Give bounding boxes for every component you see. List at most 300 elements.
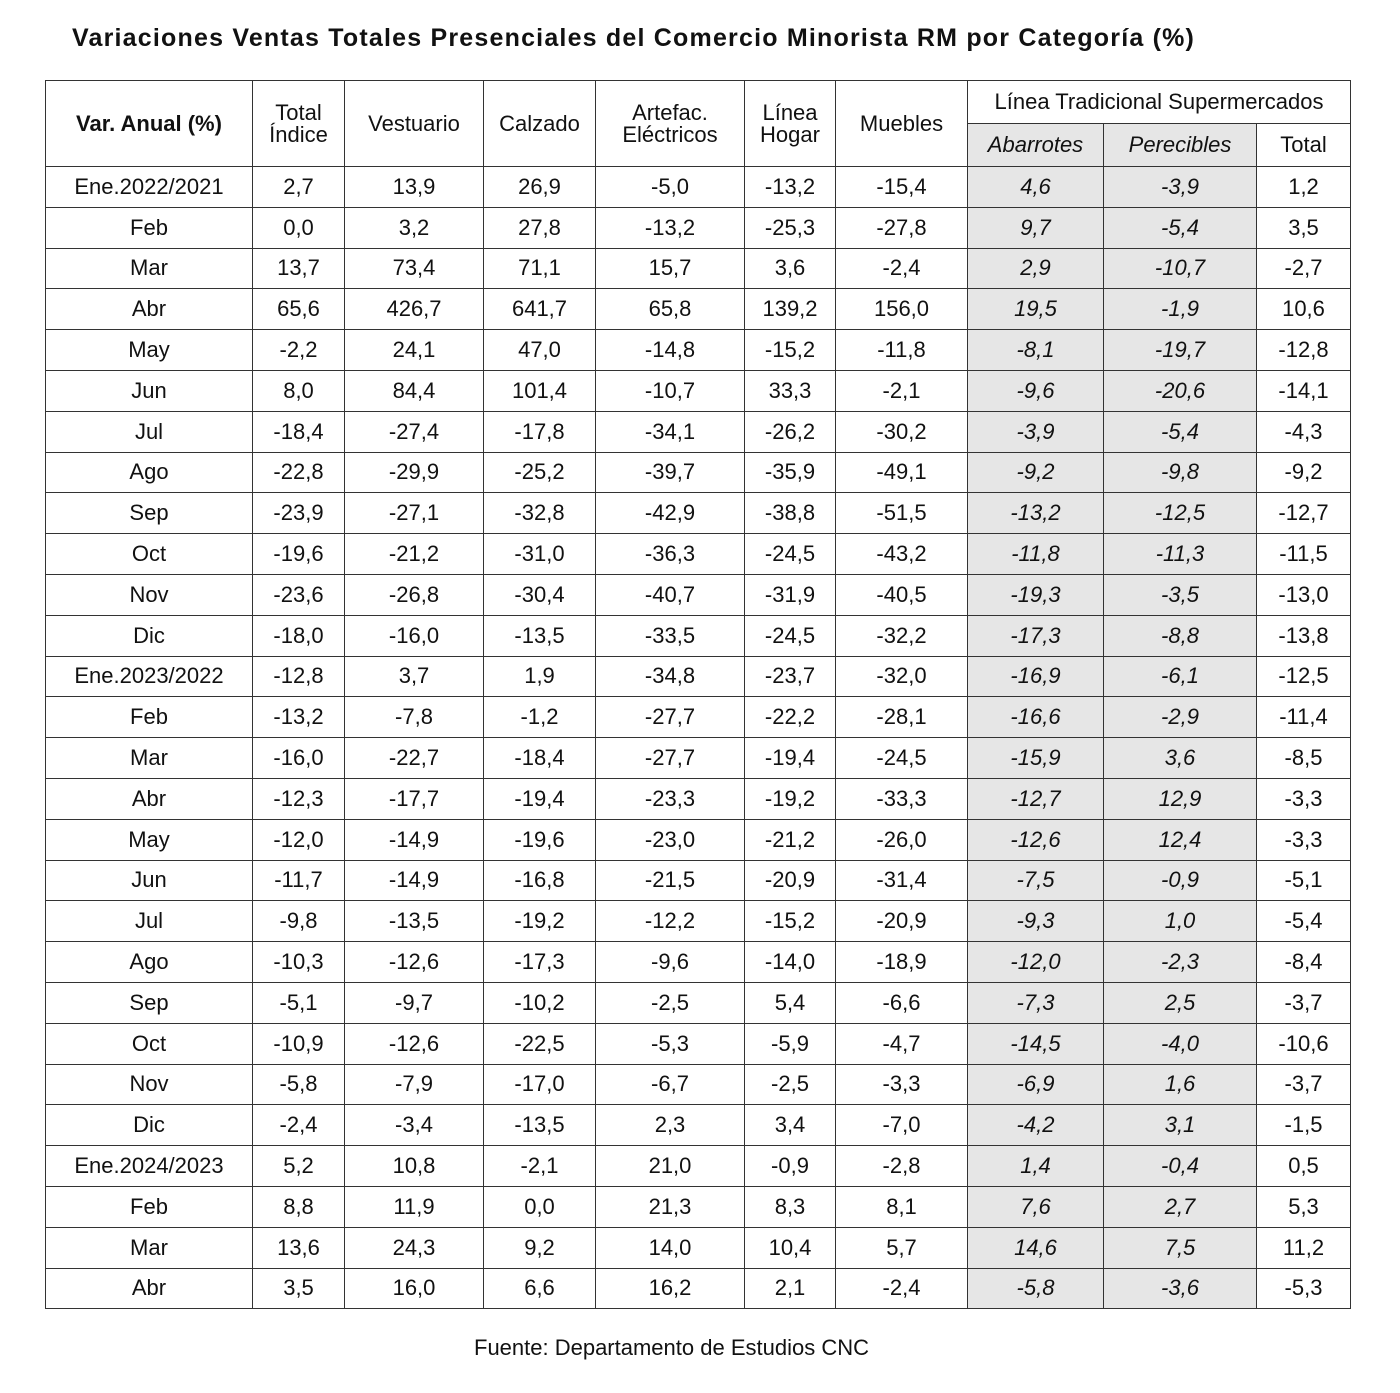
table-cell: 5,4 — [745, 982, 836, 1023]
row-label: Jun — [46, 860, 253, 901]
table-cell: -33,5 — [596, 615, 745, 656]
row-label: Ene.2024/2023 — [46, 1146, 253, 1187]
table-cell: 2,1 — [745, 1268, 836, 1309]
table-cell: 12,4 — [1104, 819, 1257, 860]
row-label: Feb — [46, 1186, 253, 1227]
table-cell: -16,0 — [345, 615, 484, 656]
table-cell: -11,5 — [1257, 534, 1351, 575]
table-cell: 139,2 — [745, 289, 836, 330]
table-cell: 101,4 — [484, 370, 596, 411]
table-cell: 21,0 — [596, 1146, 745, 1187]
table-row — [46, 289, 1351, 330]
table-cell: -42,9 — [596, 493, 745, 534]
table-cell: 8,0 — [253, 370, 345, 411]
table-cell: -25,3 — [745, 207, 836, 248]
table-cell: -9,3 — [968, 901, 1104, 942]
table-cell: -12,7 — [1257, 493, 1351, 534]
table-cell: -39,7 — [596, 452, 745, 493]
table-cell: -2,1 — [484, 1146, 596, 1187]
table-cell: 156,0 — [836, 289, 968, 330]
table-row — [46, 697, 1351, 738]
table-row — [46, 615, 1351, 656]
table-row — [46, 452, 1351, 493]
table-cell: -20,9 — [745, 860, 836, 901]
table-cell: -7,9 — [345, 1064, 484, 1105]
table-cell: 3,2 — [345, 207, 484, 248]
header-artefac-electricos: Artefac. Eléctricos — [596, 81, 745, 167]
table-cell: -5,3 — [596, 1023, 745, 1064]
table-cell: -12,6 — [345, 1023, 484, 1064]
table-cell: -2,9 — [1104, 697, 1257, 738]
table-cell: -27,7 — [596, 738, 745, 779]
table-cell: 19,5 — [968, 289, 1104, 330]
table-cell: -49,1 — [836, 452, 968, 493]
table-cell: -10,9 — [253, 1023, 345, 1064]
table-cell: -51,5 — [836, 493, 968, 534]
table-cell: -43,2 — [836, 534, 968, 575]
table-cell: -5,8 — [968, 1268, 1104, 1309]
table-cell: -6,1 — [1104, 656, 1257, 697]
table-cell: -18,9 — [836, 942, 968, 983]
table-cell: -10,6 — [1257, 1023, 1351, 1064]
row-label: Jul — [46, 411, 253, 452]
table-cell: -12,3 — [253, 778, 345, 819]
table-cell: 26,9 — [484, 167, 596, 208]
row-label: Ene.2023/2022 — [46, 656, 253, 697]
table-cell: -12,6 — [968, 819, 1104, 860]
table-cell: -6,9 — [968, 1064, 1104, 1105]
table-cell: 16,2 — [596, 1268, 745, 1309]
table-row — [46, 534, 1351, 575]
table-cell: -19,7 — [1104, 330, 1257, 371]
table-row — [46, 860, 1351, 901]
table-cell: -24,5 — [745, 615, 836, 656]
table-cell: -6,7 — [596, 1064, 745, 1105]
table-cell: 10,4 — [745, 1227, 836, 1268]
table-cell: 9,2 — [484, 1227, 596, 1268]
table-row — [46, 330, 1351, 371]
table-cell: -7,5 — [968, 860, 1104, 901]
table-cell: 2,3 — [596, 1105, 745, 1146]
table-cell: -7,0 — [836, 1105, 968, 1146]
table-cell: -5,1 — [253, 982, 345, 1023]
sales-variation-table — [45, 80, 1351, 1309]
table-cell: -27,8 — [836, 207, 968, 248]
row-label: Jul — [46, 901, 253, 942]
table-cell: 2,5 — [1104, 982, 1257, 1023]
table-row — [46, 778, 1351, 819]
table-cell: 11,9 — [345, 1186, 484, 1227]
table-cell: -17,8 — [484, 411, 596, 452]
table-cell: -3,9 — [1104, 167, 1257, 208]
table-cell: 3,5 — [253, 1268, 345, 1309]
table-cell: -24,5 — [745, 534, 836, 575]
table-row — [46, 656, 1351, 697]
table-cell: -7,3 — [968, 982, 1104, 1023]
table-cell: -2,7 — [1257, 248, 1351, 289]
table-cell: 65,8 — [596, 289, 745, 330]
table-cell: -3,3 — [836, 1064, 968, 1105]
table-cell: 0,0 — [253, 207, 345, 248]
table-cell: -3,9 — [968, 411, 1104, 452]
table-cell: -34,8 — [596, 656, 745, 697]
table-cell: -12,0 — [968, 942, 1104, 983]
table-cell: 21,3 — [596, 1186, 745, 1227]
table-cell: -5,3 — [1257, 1268, 1351, 1309]
table-cell: 1,9 — [484, 656, 596, 697]
table-cell: 15,7 — [596, 248, 745, 289]
table-row — [46, 1023, 1351, 1064]
table-cell: -12,8 — [1257, 330, 1351, 371]
table-cell: -21,2 — [745, 819, 836, 860]
table-cell: -23,3 — [596, 778, 745, 819]
table-cell: 47,0 — [484, 330, 596, 371]
table-cell: 14,6 — [968, 1227, 1104, 1268]
table-cell: -0,4 — [1104, 1146, 1257, 1187]
row-label: May — [46, 819, 253, 860]
table-cell: -2,5 — [596, 982, 745, 1023]
table-cell: 8,8 — [253, 1186, 345, 1227]
table-cell: 8,3 — [745, 1186, 836, 1227]
table-cell: -9,2 — [968, 452, 1104, 493]
table-cell: 10,6 — [1257, 289, 1351, 330]
header-perecibles: Perecibles — [1104, 124, 1257, 167]
table-row — [46, 1186, 1351, 1227]
table-cell: -5,0 — [596, 167, 745, 208]
table-cell: -2,4 — [836, 248, 968, 289]
table-title: Variaciones Ventas Totales Presenciales del Comercio Minorista RM por Categoría (%) — [72, 24, 1196, 52]
table-cell: -3,5 — [1104, 574, 1257, 615]
table-cell: -10,3 — [253, 942, 345, 983]
table-cell: -10,2 — [484, 982, 596, 1023]
table-cell: -10,7 — [596, 370, 745, 411]
table-row — [46, 1105, 1351, 1146]
table-cell: 24,1 — [345, 330, 484, 371]
table-cell: -19,6 — [484, 819, 596, 860]
table-cell: -3,7 — [1257, 982, 1351, 1023]
table-cell: -21,2 — [345, 534, 484, 575]
table-cell: -23,9 — [253, 493, 345, 534]
table-cell: -1,9 — [1104, 289, 1257, 330]
table-cell: -22,7 — [345, 738, 484, 779]
table-cell: 5,7 — [836, 1227, 968, 1268]
table-cell: -34,1 — [596, 411, 745, 452]
table-cell: 14,0 — [596, 1227, 745, 1268]
table-cell: -15,2 — [745, 901, 836, 942]
table-cell: -27,1 — [345, 493, 484, 534]
table-cell: 73,4 — [345, 248, 484, 289]
table-cell: -19,4 — [484, 778, 596, 819]
table-cell: -13,2 — [968, 493, 1104, 534]
table-cell: 24,3 — [345, 1227, 484, 1268]
table-cell: -14,1 — [1257, 370, 1351, 411]
header-group-supermercados: Línea Tradicional Supermercados — [968, 81, 1351, 124]
table-cell: -17,3 — [484, 942, 596, 983]
table-cell: -3,3 — [1257, 819, 1351, 860]
table-cell: 12,9 — [1104, 778, 1257, 819]
row-label: Oct — [46, 1023, 253, 1064]
table-cell: -14,5 — [968, 1023, 1104, 1064]
table-cell: -18,4 — [484, 738, 596, 779]
table-cell: -32,2 — [836, 615, 968, 656]
row-label: Ene.2022/2021 — [46, 167, 253, 208]
table-cell: -35,9 — [745, 452, 836, 493]
table-cell: 8,1 — [836, 1186, 968, 1227]
table-row — [46, 1146, 1351, 1187]
table-cell: -31,4 — [836, 860, 968, 901]
table-cell: -5,8 — [253, 1064, 345, 1105]
row-label: May — [46, 330, 253, 371]
table-cell: 5,3 — [1257, 1186, 1351, 1227]
table-cell: -5,4 — [1257, 901, 1351, 942]
table-cell: -2,4 — [253, 1105, 345, 1146]
table-cell: -12,7 — [968, 778, 1104, 819]
table-cell: -27,7 — [596, 697, 745, 738]
table-cell: 16,0 — [345, 1268, 484, 1309]
row-label: Abr — [46, 289, 253, 330]
table-cell: -12,0 — [253, 819, 345, 860]
table-cell: -19,2 — [484, 901, 596, 942]
row-label: Mar — [46, 248, 253, 289]
table-cell: -32,0 — [836, 656, 968, 697]
table-cell: 65,6 — [253, 289, 345, 330]
table-cell: -11,4 — [1257, 697, 1351, 738]
table-cell: -2,3 — [1104, 942, 1257, 983]
table-cell: 1,2 — [1257, 167, 1351, 208]
header-total: Total — [1257, 124, 1351, 167]
header-total-indice: Total Índice — [253, 81, 345, 167]
source-note: Fuente: Departamento de Estudios CNC — [474, 1335, 869, 1360]
table-cell: -40,5 — [836, 574, 968, 615]
table-row — [46, 942, 1351, 983]
table-cell: -11,8 — [968, 534, 1104, 575]
table-cell: 3,6 — [745, 248, 836, 289]
table-cell: 1,0 — [1104, 901, 1257, 942]
row-label: Oct — [46, 534, 253, 575]
table-cell: -33,3 — [836, 778, 968, 819]
table-row — [46, 493, 1351, 534]
table-cell: -11,7 — [253, 860, 345, 901]
table-cell: 1,6 — [1104, 1064, 1257, 1105]
table-cell: 3,5 — [1257, 207, 1351, 248]
row-label: Ago — [46, 942, 253, 983]
table-cell: -2,5 — [745, 1064, 836, 1105]
table-cell: 11,2 — [1257, 1227, 1351, 1268]
table-cell: -1,2 — [484, 697, 596, 738]
table-cell: -11,8 — [836, 330, 968, 371]
table-cell: -12,8 — [253, 656, 345, 697]
table-cell: 27,8 — [484, 207, 596, 248]
row-label: Ago — [46, 452, 253, 493]
table-cell: -16,8 — [484, 860, 596, 901]
table-cell: -5,9 — [745, 1023, 836, 1064]
row-label: Nov — [46, 574, 253, 615]
table-cell: -14,9 — [345, 819, 484, 860]
table-cell: -12,5 — [1257, 656, 1351, 697]
table-cell: -28,1 — [836, 697, 968, 738]
table-cell: -12,5 — [1104, 493, 1257, 534]
table-cell: -26,0 — [836, 819, 968, 860]
table-cell: -13,5 — [345, 901, 484, 942]
table-cell: 641,7 — [484, 289, 596, 330]
table-cell: -21,5 — [596, 860, 745, 901]
table-cell: -14,0 — [745, 942, 836, 983]
table-cell: -13,2 — [596, 207, 745, 248]
table-cell: 426,7 — [345, 289, 484, 330]
table-row — [46, 982, 1351, 1023]
table-cell: 3,6 — [1104, 738, 1257, 779]
table-cell: -32,8 — [484, 493, 596, 534]
table-cell: -13,5 — [484, 1105, 596, 1146]
table-cell: -6,6 — [836, 982, 968, 1023]
table-row — [46, 574, 1351, 615]
table-row — [46, 1064, 1351, 1105]
table-cell: -20,9 — [836, 901, 968, 942]
table-cell: -2,4 — [836, 1268, 968, 1309]
table-row — [46, 207, 1351, 248]
table-cell: -4,3 — [1257, 411, 1351, 452]
table-cell: -16,0 — [253, 738, 345, 779]
table-cell: 2,7 — [253, 167, 345, 208]
table-cell: -16,9 — [968, 656, 1104, 697]
table-cell: -8,5 — [1257, 738, 1351, 779]
table-row — [46, 370, 1351, 411]
table-cell: -4,0 — [1104, 1023, 1257, 1064]
table-cell: -3,6 — [1104, 1268, 1257, 1309]
table-cell: 33,3 — [745, 370, 836, 411]
table-cell: -9,2 — [1257, 452, 1351, 493]
table-cell: -8,1 — [968, 330, 1104, 371]
table-cell: -9,8 — [1104, 452, 1257, 493]
table-cell: -0,9 — [745, 1146, 836, 1187]
table-cell: 3,1 — [1104, 1105, 1257, 1146]
table-cell: 7,5 — [1104, 1227, 1257, 1268]
table-cell: -9,6 — [596, 942, 745, 983]
table-row — [46, 819, 1351, 860]
table-cell: 1,4 — [968, 1146, 1104, 1187]
table-cell: -3,3 — [1257, 778, 1351, 819]
header-vestuario: Vestuario — [345, 81, 484, 167]
table-cell: -31,0 — [484, 534, 596, 575]
table-cell: 84,4 — [345, 370, 484, 411]
table-cell: -8,4 — [1257, 942, 1351, 983]
row-label: Abr — [46, 1268, 253, 1309]
table-row — [46, 901, 1351, 942]
table-cell: -12,2 — [596, 901, 745, 942]
table-cell: 71,1 — [484, 248, 596, 289]
table-cell: -13,8 — [1257, 615, 1351, 656]
table-cell: -24,5 — [836, 738, 968, 779]
row-label: Feb — [46, 207, 253, 248]
table-cell: -22,8 — [253, 452, 345, 493]
row-label: Sep — [46, 493, 253, 534]
table-cell: -10,7 — [1104, 248, 1257, 289]
table-cell: 7,6 — [968, 1186, 1104, 1227]
table-cell: -17,3 — [968, 615, 1104, 656]
table-cell: -19,6 — [253, 534, 345, 575]
table-cell: -20,6 — [1104, 370, 1257, 411]
table-cell: -9,7 — [345, 982, 484, 1023]
table-cell: 2,7 — [1104, 1186, 1257, 1227]
row-label: Abr — [46, 778, 253, 819]
table-row — [46, 248, 1351, 289]
table-cell: 4,6 — [968, 167, 1104, 208]
table-cell: -19,3 — [968, 574, 1104, 615]
table-cell: -14,8 — [596, 330, 745, 371]
table-row — [46, 411, 1351, 452]
table-cell: -38,8 — [745, 493, 836, 534]
table-cell: -11,3 — [1104, 534, 1257, 575]
table-cell: -13,2 — [253, 697, 345, 738]
table-cell: -2,1 — [836, 370, 968, 411]
table-cell: 10,8 — [345, 1146, 484, 1187]
table-cell: -4,7 — [836, 1023, 968, 1064]
table-cell: -15,2 — [745, 330, 836, 371]
table-cell: 3,7 — [345, 656, 484, 697]
table-cell: -15,4 — [836, 167, 968, 208]
table-cell: -23,7 — [745, 656, 836, 697]
header-abarrotes: Abarrotes — [968, 124, 1104, 167]
table-cell: 13,9 — [345, 167, 484, 208]
table-cell: 6,6 — [484, 1268, 596, 1309]
table-cell: -13,0 — [1257, 574, 1351, 615]
table-cell: -19,2 — [745, 778, 836, 819]
table-cell: -3,7 — [1257, 1064, 1351, 1105]
table-cell: -12,6 — [345, 942, 484, 983]
table-cell: -14,9 — [345, 860, 484, 901]
table-row — [46, 167, 1351, 208]
table-cell: -0,9 — [1104, 860, 1257, 901]
table-cell: 3,4 — [745, 1105, 836, 1146]
header-calzado: Calzado — [484, 81, 596, 167]
table-cell: -30,2 — [836, 411, 968, 452]
row-label: Feb — [46, 697, 253, 738]
table-cell: -25,2 — [484, 452, 596, 493]
table-cell: 0,5 — [1257, 1146, 1351, 1187]
table-cell: 13,7 — [253, 248, 345, 289]
table-cell: -7,8 — [345, 697, 484, 738]
table-row — [46, 1268, 1351, 1309]
table-cell: -8,8 — [1104, 615, 1257, 656]
table-cell: -27,4 — [345, 411, 484, 452]
table-cell: 5,2 — [253, 1146, 345, 1187]
table-cell: -40,7 — [596, 574, 745, 615]
table-cell: -22,2 — [745, 697, 836, 738]
table-cell: -5,4 — [1104, 207, 1257, 248]
row-label: Dic — [46, 615, 253, 656]
table-cell: -36,3 — [596, 534, 745, 575]
table-cell: -13,5 — [484, 615, 596, 656]
table-cell: -9,8 — [253, 901, 345, 942]
table-cell: -31,9 — [745, 574, 836, 615]
row-label: Nov — [46, 1064, 253, 1105]
table-cell: -2,8 — [836, 1146, 968, 1187]
header-linea-hogar: Línea Hogar — [745, 81, 836, 167]
table-row — [46, 738, 1351, 779]
row-label: Jun — [46, 370, 253, 411]
table-cell: -5,1 — [1257, 860, 1351, 901]
table-cell: 2,9 — [968, 248, 1104, 289]
row-label: Mar — [46, 1227, 253, 1268]
row-label: Dic — [46, 1105, 253, 1146]
table-cell: -26,2 — [745, 411, 836, 452]
table-cell: -23,6 — [253, 574, 345, 615]
table-cell: -17,0 — [484, 1064, 596, 1105]
table-cell: -5,4 — [1104, 411, 1257, 452]
table-cell: -23,0 — [596, 819, 745, 860]
table-cell: 13,6 — [253, 1227, 345, 1268]
table-cell: -17,7 — [345, 778, 484, 819]
